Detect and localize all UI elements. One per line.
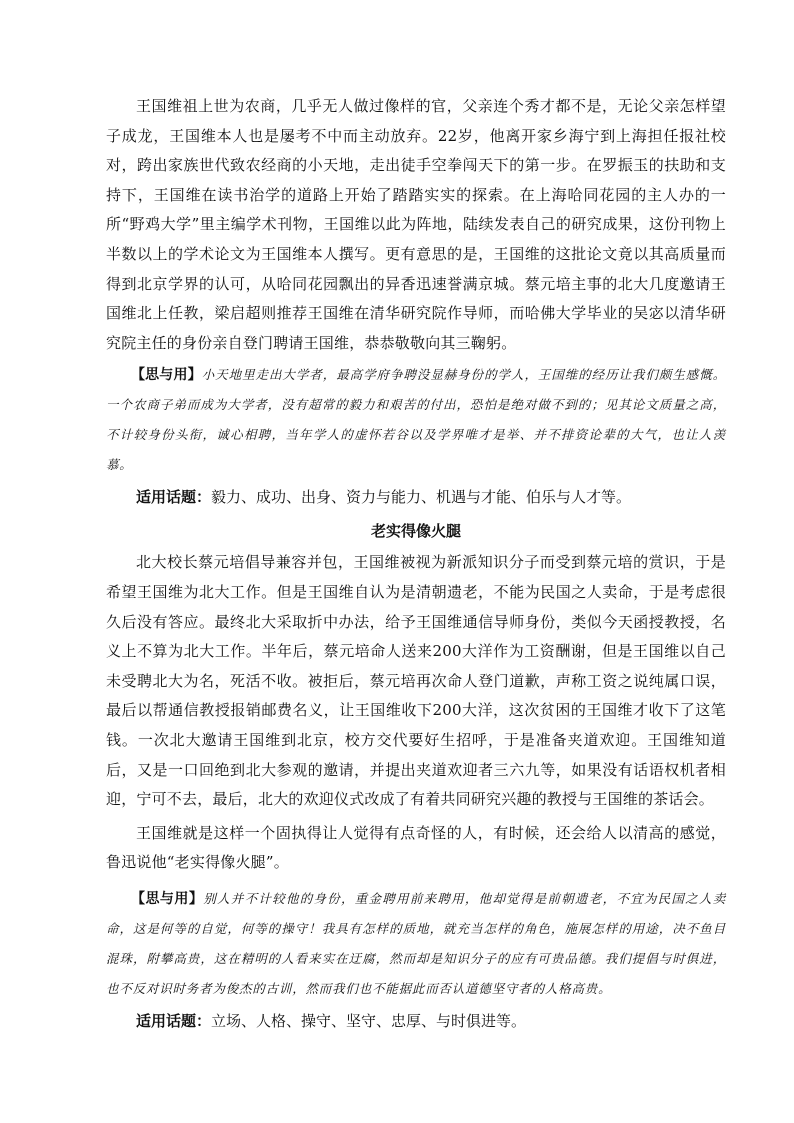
applicable-topics-1 bbox=[106, 482, 726, 512]
paragraph-peking-university: 北大校长蔡元培倡导兼容并包，王国维被视为新派知识分子而受到蔡元培的赏识，于是希望王国维为北大工作。但是王国维自认为是清朝遗老，不能为民国之人卖命，于是考虑很久后没有答应。最终北大采取折中办法，给予王国维通信导师身份，类似今天函授教授，名义上不算为北大工作。半年后，蔡元培命人送来200大洋作为工资酬谢，但是王国维以自己未受聘北大为名，死活不收。被拒后，蔡元培再次命人登门道歉，声称工资之说纯属口误，最后以帮通信教授报销邮费名义，让王国维收下200大洋，这次贫困的王国维才收下了这笔钱。一次北大邀请王国维到北京，校方交代要好生招呼，于是准备夹道欢迎。王国维知道后，又是一口回绝到北大参观的邀请，并提出夹道欢迎者三六九等，如果没有话语权机者相迎，宁可不去，最后，北大的欢迎仪式改成了有着共同研究兴趣的教授与王国维的茶话会。 bbox=[106, 553, 726, 809]
paragraph-biography: 王国维祖上世为农商，几乎无人做过像样的官，父亲连个秀才都不是，无论父亲怎样望子成龙，王国维本人也是屡考不中而主动放弃。22岁，他离开家乡海宁到上海担任报社校对，跨出家族世代致农经商的小天地，走出徒手空拳闯天下的第一步。在罗振玉的扶助和支持下，王国维在读书治学的道路上开始了踏踏实实的探索。在上海哈同花园的主人办的一所“野鸡大学”里主编学术刊物，王国维以此为阵地，陆续发表自己的研究成果，这份刊物上半数以上的学术论文为王国维本人撰写。更有意思的是，王国维的这批论文竟以其高质量而得到北京学界的认可，从哈同花园飘出的异香迅速誉满京城。蔡元培主事的北大几度邀请王国维北上任教，梁启超则推荐王国维在清华研究院作导师，而哈佛大学毕业的吴宓以清华研究院主任的身份亲自登门聘请王国维，恭恭敬敬向其三鞠躬。 bbox=[106, 97, 726, 352]
reflection-text: 别人并不计较他的身份，重金聘用前来聘用，他却觉得是前朝遗老，不宜为民国之人卖命，这是何等的自觉，何等的操守！我具有怎样的质地，就充当怎样的角色，施展怎样的用途，决不鱼目混珠，附攀高贵，这在精明的人看来实在迂腐，然而却是知识分子的应有可贵品德。我们提倡与时俱进，也不反对识时务者为俊杰的古训，然而我们也不能据此而否认道德坚守者的人格高贵。 bbox=[106, 890, 727, 996]
reflection-label: 【思与用】 bbox=[131, 367, 202, 384]
topics-text: 毅力、成功、出身、资力与能力、机遇与才能、伯乐与人才等。 bbox=[211, 488, 632, 507]
topics-label: 适用话题： bbox=[136, 488, 212, 507]
reflection-paragraph-2 bbox=[106, 884, 726, 1004]
topics-label: 适用话题： bbox=[136, 1011, 212, 1030]
reflection-paragraph-1 bbox=[106, 360, 726, 480]
paragraph-lu-xun-quote: 王国维就是这样一个固执得让人觉得有点奇怪的人，有时候，还会给人以清高的感觉，鲁迅说他“老实得像火腿”。 bbox=[106, 823, 726, 872]
topics-text: 立场、人格、操守、坚守、忠厚、与时俱进等。 bbox=[211, 1011, 527, 1030]
document-page bbox=[106, 92, 726, 1036]
section-heading: 老实得像火腿 bbox=[370, 522, 461, 541]
applicable-topics-2 bbox=[106, 1006, 726, 1036]
reflection-label: 【思与用】 bbox=[131, 890, 204, 907]
reflection-text: 小天地里走出大学者，最高学府争聘没显赫身份的学人，王国维的经历让我们颇生感慨。一个农商子弟而成为大学者，没有超常的毅力和艰苦的付出，恐怕是绝对做不到的；见其论文质量之高，不计较身份头衔，诚心相聘，当年学人的虚怀若谷以及学界唯才是举、并不排资论辈的大气，也让人羡慕。 bbox=[106, 367, 727, 473]
